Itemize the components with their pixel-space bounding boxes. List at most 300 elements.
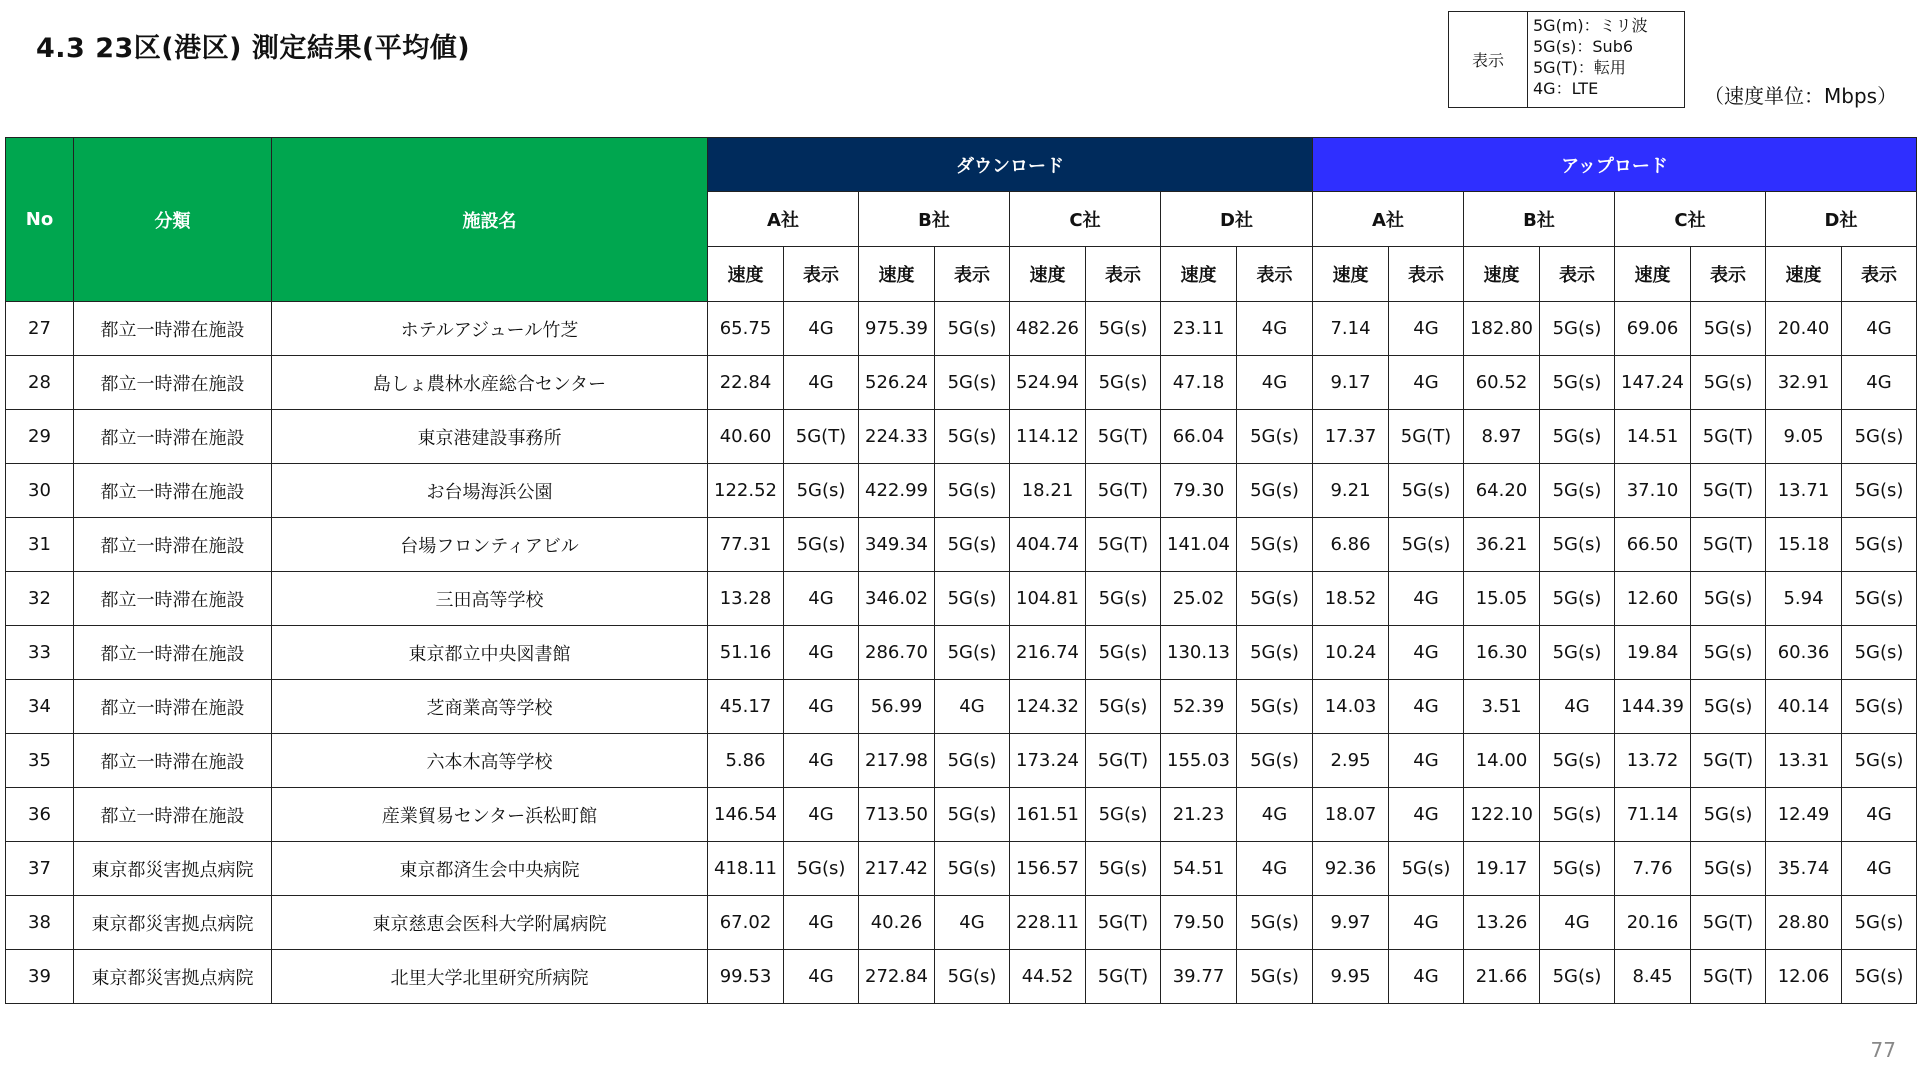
speed-cell: 228.11: [1010, 896, 1086, 950]
legend-line: 5G(m)：ミリ波: [1533, 16, 1648, 35]
row-facility: 台場フロンティアビル: [272, 518, 708, 572]
display-cell: 5G(T): [1086, 950, 1161, 1004]
display-cell: 5G(s): [935, 464, 1010, 518]
speed-cell: 12.49: [1766, 788, 1842, 842]
display-cell: 4G: [1389, 626, 1464, 680]
speed-cell: 713.50: [859, 788, 935, 842]
table-row: [6, 626, 1917, 680]
display-cell: 4G: [1842, 356, 1917, 410]
display-cell: 5G(s): [1540, 950, 1615, 1004]
display-cell: 4G: [1540, 896, 1615, 950]
display-cell: 5G(s): [1540, 788, 1615, 842]
upload-header: アップロード: [1313, 138, 1917, 192]
speed-cell: 22.84: [708, 356, 784, 410]
display-cell: 5G(T): [1086, 896, 1161, 950]
display-cell: 5G(s): [1086, 626, 1161, 680]
display-cell: 4G: [1842, 842, 1917, 896]
table-row: [6, 734, 1917, 788]
display-cell: 4G: [1389, 734, 1464, 788]
speed-cell: 216.74: [1010, 626, 1086, 680]
display-cell: 5G(s): [1540, 302, 1615, 356]
speed-cell: 37.10: [1615, 464, 1691, 518]
display-cell: 5G(s): [1691, 626, 1766, 680]
display-cell: 5G(s): [1389, 842, 1464, 896]
speed-cell: 14.03: [1313, 680, 1389, 734]
display-cell: 5G(s): [935, 518, 1010, 572]
carrier-header: D社: [1161, 192, 1313, 247]
speed-subheader: 速度: [708, 247, 784, 302]
display-cell: 5G(s): [1842, 950, 1917, 1004]
speed-cell: 13.31: [1766, 734, 1842, 788]
row-no: 31: [6, 518, 74, 572]
display-cell: 5G(T): [1691, 950, 1766, 1004]
row-no: 37: [6, 842, 74, 896]
row-category: 都立一時滞在施設: [74, 788, 272, 842]
table-row: [6, 950, 1917, 1004]
display-cell: 5G(s): [1237, 518, 1313, 572]
carrier-header: C社: [1615, 192, 1766, 247]
display-cell: 5G(s): [784, 842, 859, 896]
row-facility: 産業貿易センター浜松町館: [272, 788, 708, 842]
speed-cell: 155.03: [1161, 734, 1237, 788]
row-facility: 東京港建設事務所: [272, 410, 708, 464]
display-cell: 5G(s): [1691, 680, 1766, 734]
row-category: 東京都災害拠点病院: [74, 842, 272, 896]
col-header-facility: 施設名: [272, 138, 708, 302]
col-header-category: 分類: [74, 138, 272, 302]
display-cell: 5G(T): [1691, 896, 1766, 950]
speed-cell: 16.30: [1464, 626, 1540, 680]
display-cell: 4G: [1389, 896, 1464, 950]
display-subheader: 表示: [1389, 247, 1464, 302]
display-cell: 5G(s): [1691, 572, 1766, 626]
display-cell: 4G: [1389, 356, 1464, 410]
row-category: 都立一時滞在施設: [74, 302, 272, 356]
speed-cell: 526.24: [859, 356, 935, 410]
display-cell: 5G(s): [1540, 464, 1615, 518]
row-category: 都立一時滞在施設: [74, 410, 272, 464]
display-cell: 5G(s): [1389, 464, 1464, 518]
display-cell: 5G(s): [935, 302, 1010, 356]
carrier-header: D社: [1766, 192, 1917, 247]
page-number: 77: [1870, 1038, 1896, 1062]
speed-subheader: 速度: [1010, 247, 1086, 302]
display-cell: 5G(s): [1540, 572, 1615, 626]
display-cell: 5G(s): [1691, 842, 1766, 896]
table-row: [6, 302, 1917, 356]
speed-cell: 5.94: [1766, 572, 1842, 626]
legend-label: 表示: [1449, 12, 1528, 107]
legend-lines: [1528, 12, 1653, 107]
row-no: 30: [6, 464, 74, 518]
carrier-header: A社: [708, 192, 859, 247]
display-cell: 4G: [1389, 680, 1464, 734]
speed-cell: 60.52: [1464, 356, 1540, 410]
display-cell: 5G(s): [1540, 842, 1615, 896]
speed-cell: 114.12: [1010, 410, 1086, 464]
display-cell: 4G: [1237, 842, 1313, 896]
row-facility: 三田高等学校: [272, 572, 708, 626]
speed-cell: 9.21: [1313, 464, 1389, 518]
display-cell: 5G(s): [1086, 788, 1161, 842]
speed-cell: 56.99: [859, 680, 935, 734]
row-no: 38: [6, 896, 74, 950]
display-cell: 4G: [1237, 302, 1313, 356]
display-cell: 5G(s): [1842, 464, 1917, 518]
speed-cell: 122.10: [1464, 788, 1540, 842]
display-cell: 5G(s): [1691, 356, 1766, 410]
col-header-no: No: [6, 138, 74, 302]
speed-cell: 13.72: [1615, 734, 1691, 788]
speed-cell: 19.84: [1615, 626, 1691, 680]
speed-cell: 36.21: [1464, 518, 1540, 572]
row-category: 都立一時滞在施設: [74, 464, 272, 518]
display-cell: 5G(s): [1237, 896, 1313, 950]
display-cell: 5G(s): [1086, 302, 1161, 356]
display-subheader: 表示: [935, 247, 1010, 302]
speed-cell: 18.21: [1010, 464, 1086, 518]
speed-cell: 104.81: [1010, 572, 1086, 626]
row-category: 東京都災害拠点病院: [74, 950, 272, 1004]
speed-cell: 66.04: [1161, 410, 1237, 464]
speed-cell: 173.24: [1010, 734, 1086, 788]
display-subheader: 表示: [1237, 247, 1313, 302]
display-cell: 4G: [935, 680, 1010, 734]
table-row: [6, 842, 1917, 896]
display-subheader: 表示: [1691, 247, 1766, 302]
speed-cell: 122.52: [708, 464, 784, 518]
speed-cell: 17.37: [1313, 410, 1389, 464]
display-cell: 5G(s): [784, 518, 859, 572]
row-no: 34: [6, 680, 74, 734]
carrier-header: C社: [1010, 192, 1161, 247]
speed-cell: 79.50: [1161, 896, 1237, 950]
display-cell: 4G: [1237, 356, 1313, 410]
speed-cell: 40.26: [859, 896, 935, 950]
display-cell: 4G: [1842, 788, 1917, 842]
display-cell: 5G(T): [1086, 518, 1161, 572]
speed-cell: 9.17: [1313, 356, 1389, 410]
display-subheader: 表示: [1842, 247, 1917, 302]
speed-cell: 224.33: [859, 410, 935, 464]
carrier-header: A社: [1313, 192, 1464, 247]
row-category: 都立一時滞在施設: [74, 734, 272, 788]
page-title: 4.3 23区(港区) 測定結果(平均値): [36, 33, 471, 64]
row-no: 36: [6, 788, 74, 842]
display-cell: 5G(T): [1691, 464, 1766, 518]
row-category: 都立一時滞在施設: [74, 626, 272, 680]
speed-cell: 144.39: [1615, 680, 1691, 734]
speed-cell: 14.51: [1615, 410, 1691, 464]
speed-cell: 39.77: [1161, 950, 1237, 1004]
speed-cell: 9.05: [1766, 410, 1842, 464]
display-cell: 4G: [784, 680, 859, 734]
display-cell: 5G(s): [935, 788, 1010, 842]
carrier-header: B社: [859, 192, 1010, 247]
speed-cell: 6.86: [1313, 518, 1389, 572]
display-cell: 4G: [784, 302, 859, 356]
table-row: [6, 896, 1917, 950]
speed-cell: 146.54: [708, 788, 784, 842]
display-cell: 5G(s): [1691, 788, 1766, 842]
speed-cell: 7.14: [1313, 302, 1389, 356]
display-cell: 5G(s): [1540, 356, 1615, 410]
display-cell: 5G(s): [1540, 518, 1615, 572]
row-no: 28: [6, 356, 74, 410]
speed-cell: 14.00: [1464, 734, 1540, 788]
display-cell: 5G(s): [1842, 680, 1917, 734]
speed-cell: 141.04: [1161, 518, 1237, 572]
download-header: ダウンロード: [708, 138, 1313, 192]
speed-cell: 99.53: [708, 950, 784, 1004]
row-no: 29: [6, 410, 74, 464]
display-cell: 5G(s): [1842, 734, 1917, 788]
display-cell: 5G(T): [1691, 734, 1766, 788]
speed-cell: 65.75: [708, 302, 784, 356]
row-facility: 東京慈恵会医科大学附属病院: [272, 896, 708, 950]
measurement-table: [5, 137, 1917, 1004]
speed-cell: 51.16: [708, 626, 784, 680]
display-cell: 4G: [784, 626, 859, 680]
display-cell: 5G(s): [1842, 410, 1917, 464]
display-cell: 5G(s): [1389, 518, 1464, 572]
speed-cell: 45.17: [708, 680, 784, 734]
display-cell: 5G(s): [1237, 950, 1313, 1004]
table-row: [6, 356, 1917, 410]
speed-cell: 286.70: [859, 626, 935, 680]
display-cell: 4G: [1540, 680, 1615, 734]
display-subheader: 表示: [1086, 247, 1161, 302]
display-cell: 4G: [935, 896, 1010, 950]
display-cell: 5G(T): [1086, 464, 1161, 518]
table-row: [6, 518, 1917, 572]
display-cell: 5G(s): [1237, 464, 1313, 518]
speed-cell: 21.23: [1161, 788, 1237, 842]
speed-cell: 32.91: [1766, 356, 1842, 410]
speed-cell: 124.32: [1010, 680, 1086, 734]
legend-line: 4G：LTE: [1533, 79, 1599, 98]
speed-cell: 20.40: [1766, 302, 1842, 356]
table-row: [6, 464, 1917, 518]
speed-cell: 217.42: [859, 842, 935, 896]
speed-subheader: 速度: [1766, 247, 1842, 302]
speed-cell: 524.94: [1010, 356, 1086, 410]
display-cell: 5G(s): [1842, 896, 1917, 950]
row-category: 都立一時滞在施設: [74, 518, 272, 572]
display-cell: 5G(s): [1237, 734, 1313, 788]
speed-cell: 64.20: [1464, 464, 1540, 518]
display-cell: 5G(s): [935, 356, 1010, 410]
speed-cell: 130.13: [1161, 626, 1237, 680]
display-cell: 5G(s): [1086, 842, 1161, 896]
row-facility: 島しょ農林水産総合センター: [272, 356, 708, 410]
display-cell: 5G(s): [784, 464, 859, 518]
row-no: 33: [6, 626, 74, 680]
row-facility: 芝商業高等学校: [272, 680, 708, 734]
row-facility: 北里大学北里研究所病院: [272, 950, 708, 1004]
display-cell: 4G: [784, 572, 859, 626]
speed-subheader: 速度: [1161, 247, 1237, 302]
row-category: 都立一時滞在施設: [74, 356, 272, 410]
speed-cell: 79.30: [1161, 464, 1237, 518]
legend-line: 5G(T)：転用: [1533, 58, 1626, 77]
row-category: 東京都災害拠点病院: [74, 896, 272, 950]
display-cell: 5G(s): [1540, 734, 1615, 788]
display-cell: 4G: [1389, 950, 1464, 1004]
speed-cell: 92.36: [1313, 842, 1389, 896]
speed-subheader: 速度: [859, 247, 935, 302]
display-cell: 5G(s): [1237, 680, 1313, 734]
legend-line: 5G(s)：Sub6: [1533, 37, 1634, 56]
speed-cell: 13.26: [1464, 896, 1540, 950]
row-facility: ホテルアジュール竹芝: [272, 302, 708, 356]
display-cell: 4G: [784, 950, 859, 1004]
display-cell: 5G(s): [1237, 626, 1313, 680]
speed-cell: 28.80: [1766, 896, 1842, 950]
display-cell: 5G(T): [1389, 410, 1464, 464]
speed-subheader: 速度: [1615, 247, 1691, 302]
speed-subheader: 速度: [1313, 247, 1389, 302]
display-cell: 4G: [784, 896, 859, 950]
row-facility: 六本木高等学校: [272, 734, 708, 788]
speed-cell: 418.11: [708, 842, 784, 896]
display-cell: 5G(s): [1842, 518, 1917, 572]
speed-cell: 20.16: [1615, 896, 1691, 950]
display-cell: 4G: [1389, 302, 1464, 356]
display-cell: 4G: [784, 734, 859, 788]
display-cell: 5G(s): [935, 950, 1010, 1004]
row-facility: 東京都立中央図書館: [272, 626, 708, 680]
speed-cell: 19.17: [1464, 842, 1540, 896]
row-category: 都立一時滞在施設: [74, 572, 272, 626]
display-subheader: 表示: [784, 247, 859, 302]
speed-cell: 47.18: [1161, 356, 1237, 410]
speed-cell: 21.66: [1464, 950, 1540, 1004]
speed-cell: 71.14: [1615, 788, 1691, 842]
row-no: 27: [6, 302, 74, 356]
speed-cell: 3.51: [1464, 680, 1540, 734]
display-cell: 5G(s): [1237, 410, 1313, 464]
speed-cell: 10.24: [1313, 626, 1389, 680]
speed-cell: 77.31: [708, 518, 784, 572]
speed-subheader: 速度: [1464, 247, 1540, 302]
speed-cell: 23.11: [1161, 302, 1237, 356]
speed-cell: 13.71: [1766, 464, 1842, 518]
speed-cell: 25.02: [1161, 572, 1237, 626]
speed-cell: 272.84: [859, 950, 935, 1004]
display-cell: 5G(s): [1237, 572, 1313, 626]
speed-cell: 15.18: [1766, 518, 1842, 572]
display-cell: 4G: [784, 788, 859, 842]
display-cell: 5G(s): [935, 410, 1010, 464]
display-cell: 5G(T): [1691, 518, 1766, 572]
speed-cell: 346.02: [859, 572, 935, 626]
display-cell: 5G(s): [1086, 356, 1161, 410]
speed-cell: 161.51: [1010, 788, 1086, 842]
display-cell: 4G: [784, 356, 859, 410]
row-category: 都立一時滞在施設: [74, 680, 272, 734]
speed-cell: 15.05: [1464, 572, 1540, 626]
display-cell: 5G(T): [1691, 410, 1766, 464]
display-cell: 5G(s): [1540, 626, 1615, 680]
display-cell: 5G(T): [784, 410, 859, 464]
speed-cell: 8.97: [1464, 410, 1540, 464]
speed-cell: 2.95: [1313, 734, 1389, 788]
speed-cell: 18.52: [1313, 572, 1389, 626]
display-cell: 4G: [1389, 788, 1464, 842]
table-row: [6, 572, 1917, 626]
display-cell: 5G(s): [935, 626, 1010, 680]
speed-cell: 12.60: [1615, 572, 1691, 626]
table-row: [6, 788, 1917, 842]
speed-cell: 67.02: [708, 896, 784, 950]
display-cell: 5G(s): [935, 572, 1010, 626]
display-cell: 5G(s): [935, 842, 1010, 896]
speed-cell: 60.36: [1766, 626, 1842, 680]
speed-cell: 349.34: [859, 518, 935, 572]
row-no: 39: [6, 950, 74, 1004]
display-cell: 5G(s): [1086, 680, 1161, 734]
display-cell: 5G(s): [1842, 626, 1917, 680]
display-cell: 5G(s): [1540, 410, 1615, 464]
speed-cell: 7.76: [1615, 842, 1691, 896]
speed-unit-note: （速度単位：Mbps）: [1704, 84, 1898, 108]
carrier-header: B社: [1464, 192, 1615, 247]
display-subheader: 表示: [1540, 247, 1615, 302]
speed-cell: 18.07: [1313, 788, 1389, 842]
table-row: [6, 410, 1917, 464]
display-cell: 4G: [1842, 302, 1917, 356]
display-cell: 5G(s): [1691, 302, 1766, 356]
speed-cell: 13.28: [708, 572, 784, 626]
speed-cell: 422.99: [859, 464, 935, 518]
speed-cell: 9.95: [1313, 950, 1389, 1004]
row-no: 32: [6, 572, 74, 626]
speed-cell: 40.60: [708, 410, 784, 464]
speed-cell: 217.98: [859, 734, 935, 788]
row-facility: お台場海浜公園: [272, 464, 708, 518]
display-cell: 5G(s): [1842, 572, 1917, 626]
display-cell: 5G(T): [1086, 734, 1161, 788]
speed-cell: 482.26: [1010, 302, 1086, 356]
speed-cell: 5.86: [708, 734, 784, 788]
speed-cell: 40.14: [1766, 680, 1842, 734]
speed-cell: 975.39: [859, 302, 935, 356]
speed-cell: 12.06: [1766, 950, 1842, 1004]
speed-cell: 69.06: [1615, 302, 1691, 356]
speed-cell: 44.52: [1010, 950, 1086, 1004]
display-legend: [1448, 11, 1685, 108]
speed-cell: 404.74: [1010, 518, 1086, 572]
display-cell: 5G(T): [1086, 410, 1161, 464]
display-cell: 4G: [1237, 788, 1313, 842]
speed-cell: 156.57: [1010, 842, 1086, 896]
display-cell: 4G: [1389, 572, 1464, 626]
row-no: 35: [6, 734, 74, 788]
speed-cell: 147.24: [1615, 356, 1691, 410]
speed-cell: 52.39: [1161, 680, 1237, 734]
speed-cell: 8.45: [1615, 950, 1691, 1004]
speed-cell: 35.74: [1766, 842, 1842, 896]
table-row: [6, 680, 1917, 734]
speed-cell: 182.80: [1464, 302, 1540, 356]
row-facility: 東京都済生会中央病院: [272, 842, 708, 896]
display-cell: 5G(s): [1086, 572, 1161, 626]
speed-cell: 66.50: [1615, 518, 1691, 572]
speed-cell: 54.51: [1161, 842, 1237, 896]
speed-cell: 9.97: [1313, 896, 1389, 950]
display-cell: 5G(s): [935, 734, 1010, 788]
